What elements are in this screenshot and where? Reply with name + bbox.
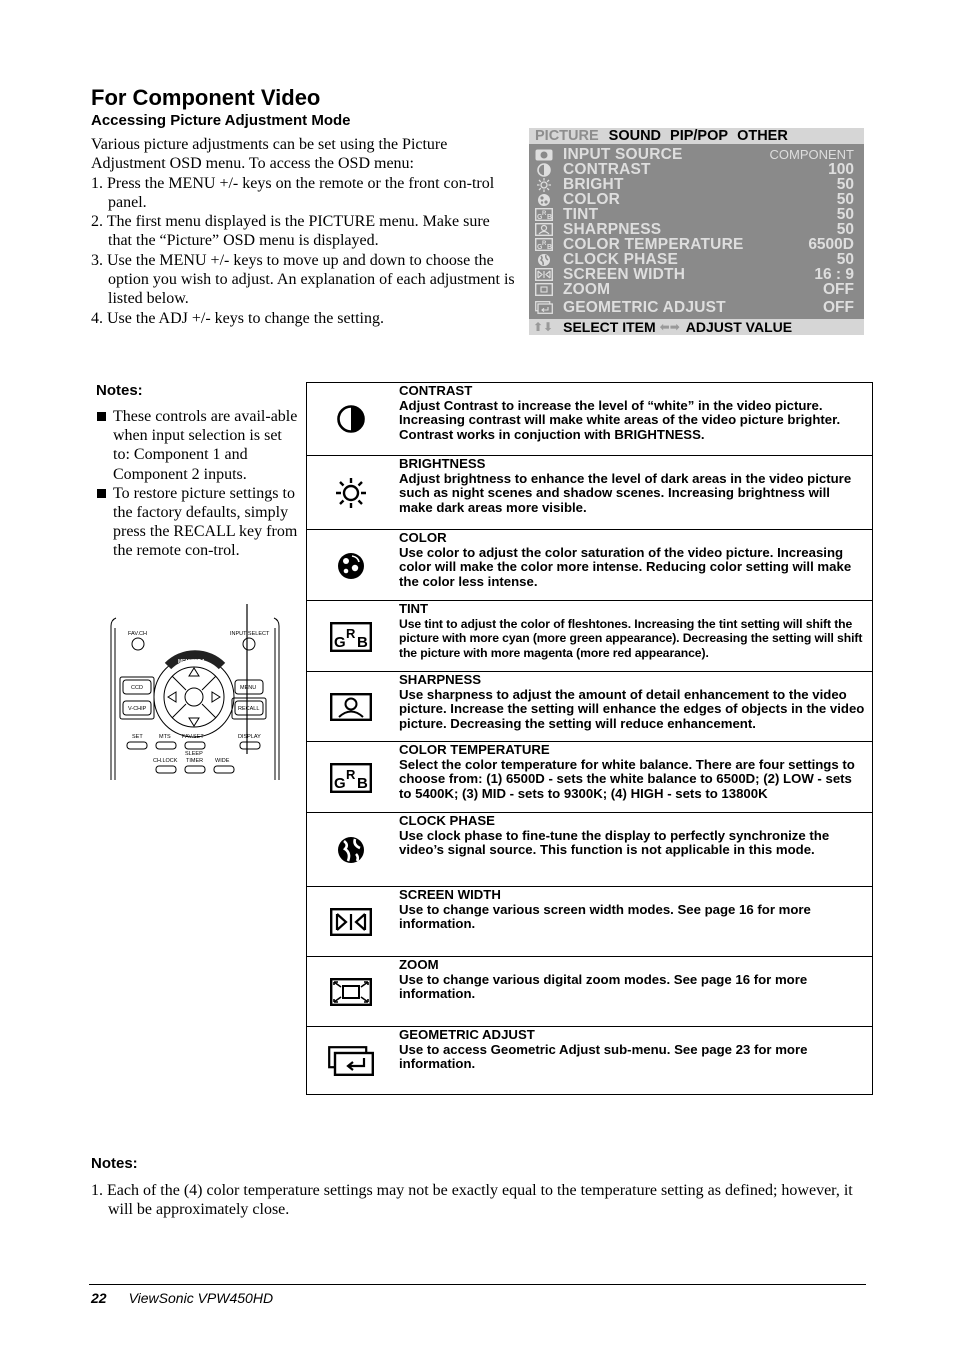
sharpness-icon [535, 223, 553, 236]
svg-text:B: B [547, 214, 553, 221]
remote-label-sleep: SLEEP [185, 751, 203, 757]
footer-product: ViewSonic VPW450HD [128, 1290, 274, 1306]
bullet-square-icon [97, 412, 106, 421]
osd-row-screen-width: SCREEN WIDTH 16 : 9 [529, 267, 864, 282]
osd-row-sharpness: SHARPNESS 50 [529, 222, 864, 237]
osd-row-color: COLOR 50 [529, 192, 864, 207]
tint-icon [307, 601, 395, 672]
intro-step: 2. The first menu displayed is the PICTURE menu. Make sure that the “Picture” OSD menu is displayed. [91, 213, 490, 250]
svg-text:B: B [357, 774, 368, 792]
osd-row-zoom: ZOOM OFF [529, 282, 864, 297]
page-title: For Component Video [91, 85, 321, 110]
remote-label-fav-ch: FAV.CH [128, 631, 147, 637]
osd-row-tint: G R B TINT 50 [537, 205, 854, 223]
feature-row-screen-width: SCREEN WIDTH Use to change various screen width modes. See page 16 for more information. [307, 886, 872, 957]
osd-tab-pip-pop: PIP/POP [670, 128, 729, 144]
feature-row-contrast: CONTRAST Adjust Contrast to increase the level of “white” in the video picture. Increasing contrast will make white areas of the video picture brighter. Contrast works in conjuction with BRIGHTNESS. [307, 383, 872, 455]
note-item: These controls are avail-able when input selection is set to: Component 1 and Component 2 inputs. [96, 407, 301, 484]
remote-label-wide: WIDE [215, 758, 230, 764]
brightness-icon [535, 178, 553, 191]
intro-text [91, 135, 515, 328]
osd-tab-sound: SOUND [608, 128, 662, 144]
svg-text:R: R [346, 766, 356, 782]
page-number: 22 [91, 1290, 107, 1306]
sharpness-icon [307, 672, 395, 742]
feature-row-brightness: BRIGHTNESS Adjust brightness to enhance the level of dark areas in the video picture such as night scenes and shadow scenes. Increasing brightness will make dark areas more visible. [307, 455, 872, 530]
color-icon [535, 193, 553, 206]
bullet-square-icon [97, 489, 106, 498]
feature-row-zoom: ZOOM Use to change various digital zoom modes. See page 16 for more information. [307, 956, 872, 1027]
osd-row-clock-phase: CLOCK PHASE 50 [529, 252, 864, 267]
intro-paragraph: Various picture adjustments can be set using the Picture Adjustment OSD menu. To access the OSD menu: [91, 136, 448, 173]
contrast-icon [307, 383, 395, 455]
remote-label-input-select: INPUT SELECT [230, 631, 270, 637]
remote-label-menu: MENU [240, 685, 257, 691]
zoom-icon [535, 283, 553, 296]
svg-text:B: B [357, 633, 368, 651]
notes-heading: Notes: [96, 382, 143, 399]
svg-text:G: G [334, 633, 346, 651]
feature-row-clock-phase: CLOCK PHASE Use clock phase to fine-tune the display to perfectly synchronize the video’s signal source. This function is not applicable in this mode. [307, 812, 872, 887]
osd-row-input-source: INPUT SOURCE COMPONENT [529, 147, 864, 162]
tint-icon [535, 208, 553, 221]
color-temperature-icon [307, 742, 395, 813]
osd-footer-select: SELECT ITEM [563, 319, 656, 335]
osd-tab-picture: PICTURE [535, 128, 599, 144]
feature-table [306, 382, 873, 1095]
osd-tabs [529, 128, 864, 144]
screen-width-icon [307, 887, 395, 957]
intro-step: 3. Use the MENU +/- keys to move up and down to choose the option you wish to adjust. An explanation of each adjustment is listed below. [91, 251, 515, 308]
osd-row-geometric-adjust: GEOMETRIC ADJUST OFF [529, 300, 864, 315]
svg-text:R: R [346, 625, 356, 641]
osd-menu-illustration [529, 128, 864, 335]
clock-phase-icon [307, 813, 395, 887]
intro-step: 1. Press the MENU +/- keys on the remote or the front con-trol panel. [91, 174, 495, 211]
geometric-adjust-icon [307, 1027, 395, 1095]
osd-row-contrast: CONTRAST 100 [529, 162, 864, 177]
remote-label-mts: MTS [159, 734, 171, 740]
osd-row-color-temperature: G R B COLOR TEMPERATURE 6500D [537, 235, 854, 253]
svg-text:G: G [334, 774, 346, 792]
remote-label-ccd: CCD [131, 685, 143, 691]
osd-tab-other: OTHER [737, 128, 788, 144]
remote-label-ch-lock: CH.LOCK [153, 758, 178, 764]
note-item: 1. Each of the (4) color temperature settings may not be exactly equal to the temperature setting as defined; however, it will be approximately close. [91, 1182, 853, 1219]
intro-steps [91, 174, 515, 328]
remote-label-menu-adj: MENU/ADJ [178, 659, 205, 665]
feature-row-color-temperature: G R B COLOR TEMPERATURE Select the color temperature for white balance. There are four settings to choose from: (1) 6500D - sets the white balance to 6500D; (2) LOW - sets to 5400K; (3) MID - sets to 9300K; (4) HIGH - sets to 13800K [307, 741, 872, 813]
remote-label-timer: TIMER [186, 758, 204, 764]
osd-footer-adjust: ADJUST VALUE [685, 319, 793, 335]
remote-label-display: DISPLAY [238, 734, 261, 740]
contrast-icon [535, 163, 553, 176]
feature-row-tint: G R B TINT Use tint to adjust the color of fleshtones. Increasing the tint setting will shift the picture with more cyan (more green appearance). Decreasing the setting will shift the picture with more magenta (more red appearance). [307, 600, 872, 672]
input-source-icon [535, 148, 553, 161]
intro-step: 4. Use the ADJ +/- keys to change the setting. [91, 309, 384, 327]
screen-width-icon [535, 268, 553, 281]
svg-text:G: G [537, 244, 543, 251]
remote-control-illustration [110, 604, 280, 782]
remote-label-fav-set: FAV.SET [182, 734, 204, 740]
color-icon [307, 530, 395, 601]
clock-phase-icon [535, 253, 553, 266]
notes-bottom-heading: Notes: [91, 1155, 138, 1172]
svg-text:R: R [542, 241, 547, 247]
page-subtitle: Accessing Picture Adjustment Mode [91, 112, 351, 129]
remote-label-set: SET [132, 734, 143, 740]
feature-row-color: COLOR Use color to adjust the color saturation of the video picture. Increasing color will make the color more intense. Reducing color setting will make the color less intense. [307, 529, 872, 601]
footer-rule [89, 1284, 866, 1285]
zoom-icon [307, 957, 395, 1027]
notes-list [96, 407, 301, 561]
osd-row-bright: BRIGHT 50 [529, 177, 864, 192]
svg-text:G: G [537, 214, 543, 221]
note-item: To restore picture settings to the factory defaults, simply press the RECALL key from the remote con-trol. [96, 484, 301, 561]
svg-text:B: B [547, 244, 553, 251]
remote-label-vchip: V-CHIP [128, 706, 147, 712]
notes-bottom-list [91, 1181, 871, 1220]
osd-footer [529, 319, 864, 335]
color-temperature-icon [535, 238, 553, 251]
up-down-arrows-icon: ⬆⬇ [533, 320, 554, 334]
brightness-icon [307, 456, 395, 530]
svg-text:R: R [542, 211, 547, 217]
feature-row-sharpness: SHARPNESS Use sharpness to adjust the amount of detail enhancement to the video picture. Increase the setting will enhance the edges of objects in the video picture. Decreasing the setting will reduce enhancement. [307, 671, 872, 742]
page-footer [91, 1290, 273, 1306]
feature-row-geometric-adjust: GEOMETRIC ADJUST Use to access Geometric Adjust sub-menu. See page 23 for more information. [307, 1026, 872, 1095]
left-right-arrows-icon: ⬅➡ [659, 320, 680, 334]
geometric-adjust-icon [535, 301, 553, 314]
remote-label-recall: RECALL [238, 706, 260, 712]
